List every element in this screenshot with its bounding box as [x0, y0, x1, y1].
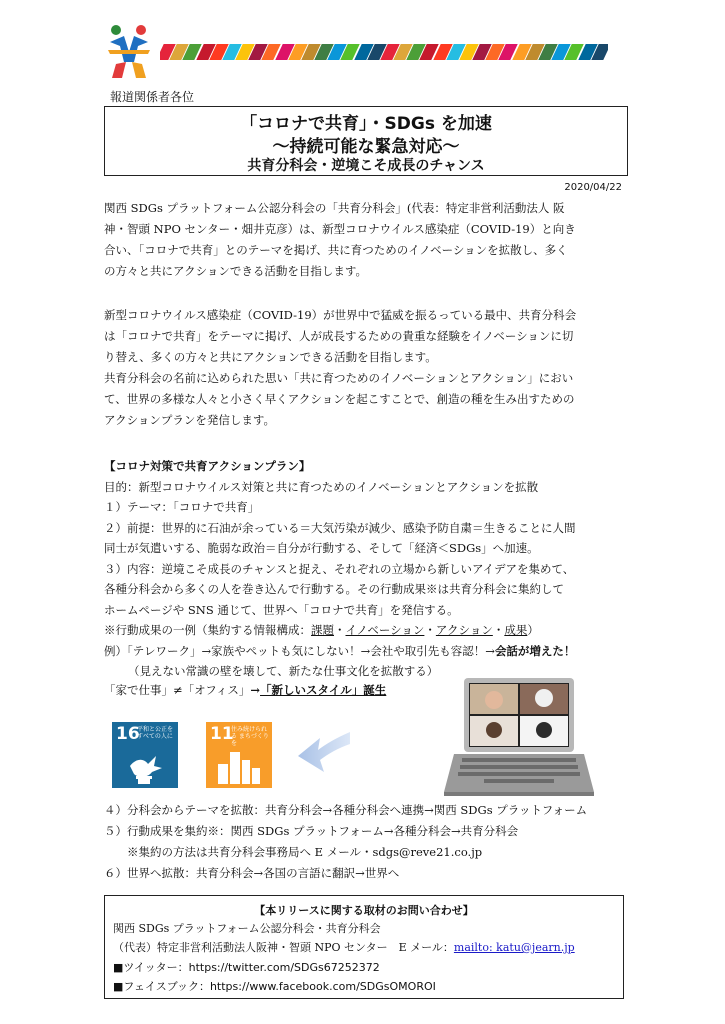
- contact-heading: 【本リリースに関する取材のお問い合わせ】: [254, 904, 474, 917]
- dove-icon: [126, 748, 166, 784]
- arrow: →: [250, 683, 261, 697]
- intro-line: の方々と共にアクションできる活動を目指します。: [104, 264, 368, 278]
- steps-list: [104, 800, 587, 884]
- step-5-note: ※集約の方法は共育分科会事務局へ E メール・sdgs@reve21.co.jp: [104, 845, 483, 859]
- new-style-emphasis: 「新しいスタイル」誕生: [260, 683, 387, 697]
- contact-twitter[interactable]: ■ツイッター：https://twitter.com/SDGs67252372: [113, 961, 380, 974]
- body-line: り替え、多くの方々と共にアクションできる活動を目指します。: [104, 350, 437, 364]
- plan-item-3-cont2: ホームページや SNS 通じて、世界へ「コロナで共育」を発信する。: [104, 602, 459, 617]
- plan-item-3: ３）内容：逆境こそ成長のチャンスと捉え、それぞれの立場から新しいアイデアを集めて、: [104, 561, 575, 576]
- addressee: 報道関係者各位: [110, 90, 195, 104]
- note-keyword-issue: 課題: [311, 623, 334, 637]
- intro-paragraph: [104, 198, 629, 282]
- plan-example: [104, 641, 634, 662]
- example-emphasis: 会話が増えた！: [494, 643, 576, 658]
- step-4: ４）分科会からテーマを拡散：共育分科会→各種分科会へ連携→関西 SDGs プラットフォーム: [104, 803, 588, 817]
- note-keyword-result: 成果: [504, 623, 528, 637]
- sdg-color-stripe: [160, 44, 608, 60]
- contact-org: 関西 SDGs プラットフォーム公認分科会・共育分科会: [113, 922, 381, 935]
- sdg-number: 11: [210, 724, 234, 744]
- sdg-16-tile: [112, 722, 178, 788]
- contact-rep-text: （代表）特定非営利活動法人阪神・智頭 NPO センター E メール：: [113, 941, 454, 954]
- title-tagline: 共育分科会・逆境こそ成長のチャンス: [247, 158, 485, 174]
- contact-box: [104, 895, 624, 999]
- action-plan: [104, 456, 634, 682]
- curved-arrow-icon: [296, 728, 352, 776]
- contact-rep: [113, 939, 575, 955]
- note-sep: ・: [424, 623, 436, 637]
- body-line: 共育分科会の名前に込められた思い「共に育つためのイノベーションとアクション」におい: [104, 371, 574, 385]
- body-line: アクションプランを発信します。: [104, 413, 276, 427]
- step-6: ６）世界へ拡散：共育分科会→各国の言語に翻訳→世界へ: [104, 866, 400, 880]
- step-5: ５）行動成果を集約※：関西 SDGs プラットフォーム→各種分科会→共育分科会: [104, 824, 519, 838]
- note-sep: ・: [334, 623, 346, 637]
- note-keyword-action: アクション: [435, 623, 493, 637]
- plan-example-note: （見えない常識の壁を壊して、新たな仕事文化を拡散する）: [128, 664, 439, 678]
- note-keyword-innovation: イノベーション: [345, 623, 425, 637]
- email-link[interactable]: mailto: katu@jearn.jp: [453, 941, 575, 954]
- plan-item-2-cont: 同士が気遣いする、脆弱な政治＝自分が行動する、そして「経済＜SDGs」へ加速。: [104, 541, 539, 555]
- plan-item-2: ２）前提：世界的に石油が余っている＝大気汚染が減少、感染予防自粛＝生きることに人間: [104, 520, 576, 535]
- example-text: 例）「テレワーク」→家族やペットも気にしない！→会社や取引先も容認！→: [104, 643, 495, 658]
- release-date: 2020/04/22: [564, 182, 622, 193]
- home-vs-office: 「家で仕事」≠「オフィス」: [104, 683, 251, 697]
- sdg-label: 住み続けられる まちづくりを: [231, 726, 269, 747]
- plan-item-3-cont: 各種分科会から多くの人を巻き込んで行動する。その行動成果※は共育分科会に集約して: [104, 582, 564, 596]
- title-sub: ～持続可能な緊急対応～: [272, 137, 460, 157]
- intro-line: 神・智頭 NPO センター・畑井克彦）は、新型コロナウイルス感染症（COVID-19）と向き: [104, 222, 576, 236]
- plan-note: [104, 620, 634, 641]
- plan-purpose: 目的：新型コロナウイルス対策と共に育つためのイノベーションとアクションを拡散: [104, 479, 539, 494]
- sdg-label: 平和と公正を すべての人に: [137, 726, 174, 740]
- body-line: は「コロナで共育」をテーマに掲げ、人が成長するための貴重な経験をイノベーションに切: [104, 329, 574, 343]
- sdg-number: 16: [116, 724, 140, 744]
- new-style-line: [104, 682, 386, 698]
- note-prefix: ※行動成果の一例（集約する情報構成：: [104, 623, 311, 637]
- body-line: 新型コロナウイルス感染症（COVID-19）が世界中で猛威を振るっている最中、共育分科会: [104, 308, 577, 322]
- title-main: 「コロナで共育」・SDGs を加速: [240, 114, 492, 134]
- laptop-video-call-icon: [444, 676, 594, 798]
- plan-heading: 【コロナ対策で共育アクションプラン】: [104, 459, 311, 473]
- plan-item-1: １）テーマ：「コロナで共育」: [104, 500, 260, 514]
- title-box: [104, 106, 628, 176]
- body-line: て、世界の多様な人々と小さく早くアクションを起こすことで、創造の種を生み出すための: [104, 392, 575, 406]
- note-suffix: ）: [527, 623, 539, 637]
- body-paragraph: [104, 305, 629, 431]
- contact-facebook[interactable]: ■フェイスブック：https://www.facebook.com/SDGsOMOROI: [113, 980, 436, 993]
- note-sep: ・: [492, 623, 505, 637]
- sdg-11-tile: [206, 722, 272, 788]
- kyoiku-logo: [104, 22, 154, 80]
- city-icon: [216, 746, 262, 784]
- intro-line: 関西 SDGs プラットフォーム公認分科会の「共育分科会」(代表：特定非営利活動法人 阪: [104, 201, 565, 215]
- intro-line: 合い、「コロナで共育」とのテーマを掲げ、共に育つためのイノベーションを拡散し、多く: [104, 243, 568, 257]
